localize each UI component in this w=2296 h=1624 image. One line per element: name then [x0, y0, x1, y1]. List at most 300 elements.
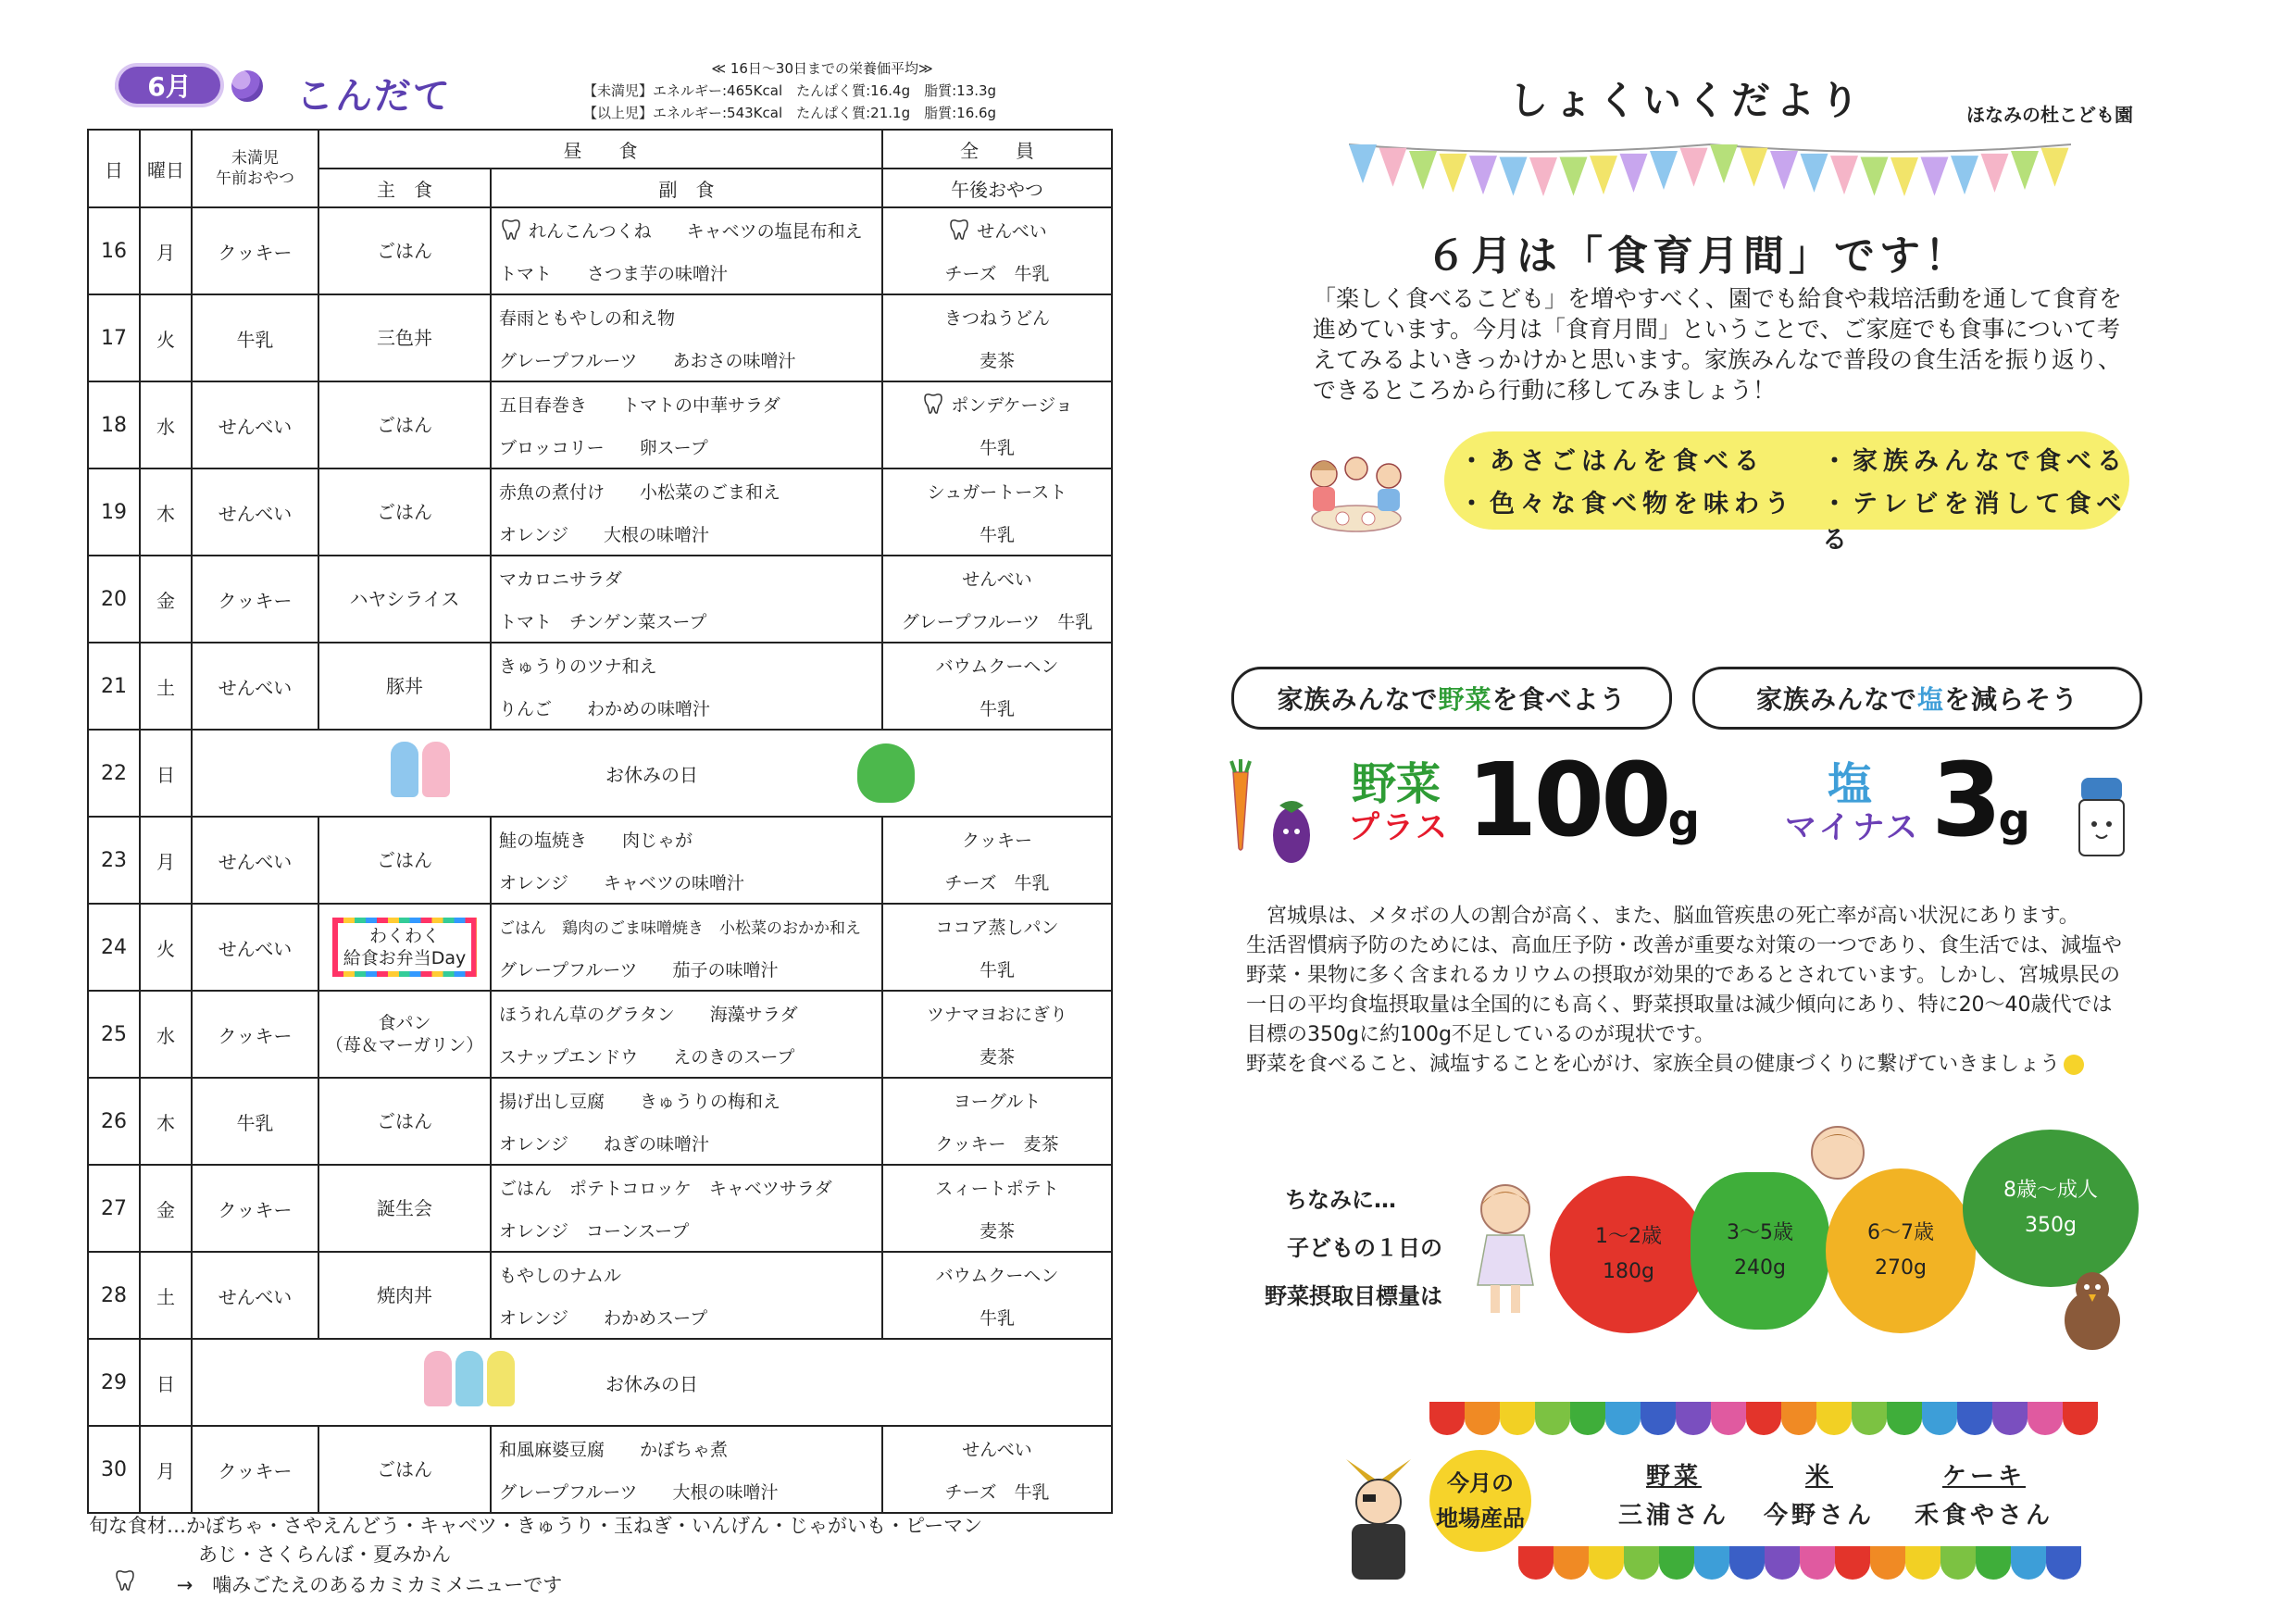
weekday-cell: 水	[140, 381, 192, 468]
header-afternoon-snack: 午後おやつ	[882, 169, 1112, 207]
header-all: 全 員	[882, 130, 1112, 169]
menu-row	[88, 294, 1112, 381]
afternoon-snack-line: シュガートースト	[927, 481, 1067, 503]
staple-text: ごはん	[377, 1110, 432, 1132]
morning-snack-cell: せんべい	[192, 381, 318, 468]
bunting-flag	[2011, 151, 2039, 190]
bunting-flag	[1890, 157, 1918, 196]
carrot-icon	[1222, 759, 1259, 852]
weekday-cell: 火	[140, 904, 192, 991]
afternoon-snack-line: 麦茶	[979, 350, 1015, 371]
local-item-rice	[1759, 1457, 1879, 1535]
weekday-cell: 土	[140, 643, 192, 730]
bunting-flag	[1830, 156, 1858, 194]
weekday-cell: 金	[140, 556, 192, 643]
morning-snack-cell: 牛乳	[192, 1078, 318, 1165]
side-dish-cell	[491, 207, 882, 294]
menu-row	[88, 1078, 1112, 1165]
day-cell: 28	[88, 1252, 140, 1339]
target-3-5	[1691, 1172, 1829, 1330]
afternoon-snack-line: 麦茶	[979, 1220, 1015, 1242]
menu-title: こんだて	[296, 75, 452, 118]
menu-row	[88, 904, 1112, 991]
nutrition-under: 【未満児】エネルギー:465Kcal たんぱく質:16.4g 脂質:13.3g	[583, 82, 997, 99]
veg-amount-number: 100	[1466, 741, 1668, 859]
menu-row	[88, 1339, 1112, 1426]
bunting-flag	[1379, 148, 1407, 187]
tooth-icon	[921, 393, 945, 415]
staple-text: 焼肉丼	[377, 1284, 432, 1306]
weekday-cell: 土	[140, 1252, 192, 1339]
morning-snack-cell: 牛乳	[192, 294, 318, 381]
day-cell: 30	[88, 1426, 140, 1513]
afternoon-snack-cell	[882, 904, 1112, 991]
tips-panel	[1444, 431, 2129, 555]
side-dish-line: グレープフルーツ あおさの味噌汁	[499, 350, 796, 371]
side-dish-line: れんこんつくね キャベツの塩昆布和え	[492, 208, 881, 251]
staple-cell	[318, 817, 491, 904]
staple-cell	[318, 1252, 491, 1339]
local-item-name: 禾食やさん	[1914, 1502, 2053, 1530]
side-dish-line: オレンジ わかめスープ	[499, 1307, 708, 1329]
staple-cell	[318, 991, 491, 1078]
scallop-segment	[1676, 1402, 1711, 1435]
bunting-flags-decoration	[1349, 141, 2071, 206]
side-dish-line: もやしのナムル	[499, 1265, 622, 1286]
day-cell: 16	[88, 207, 140, 294]
staple-text: 食パン （苺＆マーガリン）	[325, 1013, 484, 1056]
scallop-segment	[1940, 1546, 1976, 1580]
local-band-top	[1429, 1402, 2105, 1435]
afternoon-snack-line: チーズ 牛乳	[944, 872, 1050, 893]
target-1-2	[1550, 1176, 1707, 1333]
side-dish-cell	[491, 1426, 882, 1513]
body-paragraph	[1246, 902, 2135, 1080]
menu-row	[88, 991, 1112, 1078]
local-item-head: 米	[1804, 1463, 1833, 1491]
staple-text: ごはん	[377, 414, 432, 436]
side-dish-cell	[491, 904, 882, 991]
side-dish-line: ごはん 鶏肉のごま味噌焼き 小松菜のおかか和え	[499, 918, 861, 938]
scallop-segment	[1570, 1402, 1605, 1435]
side-dish-cell	[491, 991, 882, 1078]
side-dish-cell	[491, 294, 882, 381]
target-amount: 270g	[1875, 1256, 1927, 1280]
afternoon-snack-cell	[882, 556, 1112, 643]
bunting-flag	[1951, 156, 1978, 194]
scallop-segment	[2028, 1402, 2063, 1435]
salt-label: 塩	[1828, 758, 1873, 810]
salt-shaker-icon	[2074, 776, 2129, 859]
scallop-segment	[1765, 1546, 1800, 1580]
bunting-flag	[1861, 157, 1889, 196]
staple-cell	[318, 1165, 491, 1252]
afternoon-snack-line: 麦茶	[979, 1046, 1015, 1068]
veg-amount	[1466, 741, 1700, 859]
morning-snack-cell: せんべい	[192, 468, 318, 556]
weekday-cell: 木	[140, 1078, 192, 1165]
afternoon-snack-line: きつねうどん	[943, 307, 1050, 329]
local-item-name: 三浦さん	[1618, 1502, 1730, 1530]
day-cell: 29	[88, 1339, 140, 1426]
menu-row	[88, 381, 1112, 468]
weekday-cell: 日	[140, 1339, 192, 1426]
staple-cell	[318, 1078, 491, 1165]
veg-bubble: 家族みんなで野菜を食べよう	[1231, 667, 1672, 730]
side-dish-line: りんご わかめの味噌汁	[499, 698, 711, 719]
scallop-segment	[1429, 1402, 1465, 1435]
minus-label: マイナス	[1785, 809, 1920, 846]
tooth-icon	[113, 1569, 137, 1592]
target-adult	[1963, 1130, 2139, 1287]
bunting-flag	[1440, 154, 1467, 193]
holiday-label: お休みの日	[605, 763, 698, 786]
side-dish-line: ブロッコリー 卵スープ	[499, 437, 708, 458]
side-dish-line: グレープフルーツ 茄子の味噌汁	[499, 959, 779, 981]
staple-text: 誕生会	[377, 1197, 432, 1219]
frog-icon	[857, 743, 915, 803]
morning-snack-cell: クッキー	[192, 1426, 318, 1513]
target-6-7	[1826, 1168, 1976, 1333]
staple-text: ごはん	[377, 849, 432, 871]
bunting-flag	[2041, 148, 2069, 187]
staple-text: ごはん	[377, 240, 432, 262]
side-dish-line: 和風麻婆豆腐 かぼちゃ煮	[499, 1439, 729, 1460]
month-badge: 6月	[119, 67, 220, 104]
target-amount: 240g	[1734, 1256, 1786, 1280]
afternoon-snack-line: チーズ 牛乳	[944, 1481, 1050, 1503]
bunting-flag	[1469, 156, 1497, 194]
side-dish-cell	[491, 643, 882, 730]
local-band-bottom	[1518, 1546, 2105, 1580]
target-amount: 180g	[1603, 1260, 1654, 1283]
weekday-cell: 火	[140, 294, 192, 381]
morning-snack-cell: せんべい	[192, 904, 318, 991]
afternoon-snack-cell	[882, 1165, 1112, 1252]
day-cell: 25	[88, 991, 140, 1078]
scallop-segment	[1835, 1546, 1870, 1580]
headline: ６月は「食育月間」です！	[1426, 232, 1970, 280]
menu-footer	[89, 1512, 982, 1600]
side-dish-cell	[491, 381, 882, 468]
side-dish-cell	[491, 468, 882, 556]
morning-snack-cell: せんべい	[192, 817, 318, 904]
hint-text	[1231, 1176, 1442, 1320]
holiday-label: お休みの日	[605, 1372, 698, 1395]
hydrangea-icon	[231, 70, 263, 102]
header-weekday: 曜日	[140, 130, 192, 207]
scallop-segment	[1659, 1546, 1694, 1580]
family-meal-illustration	[1305, 446, 1407, 548]
scallop-segment	[1554, 1546, 1589, 1580]
menu-row	[88, 556, 1112, 643]
afternoon-snack-line: せんべい	[962, 568, 1032, 590]
bunting-flag	[1981, 154, 2009, 193]
afternoon-snack-line: バウムクーヘン	[935, 656, 1059, 677]
local-item-cake	[1905, 1457, 2063, 1535]
staple-cell	[318, 468, 491, 556]
holiday-illustration	[391, 742, 450, 797]
afternoon-snack-line: 牛乳	[979, 959, 1015, 981]
staple-cell	[318, 207, 491, 294]
day-cell: 23	[88, 817, 140, 904]
afternoon-snack-line: クッキー	[961, 830, 1032, 851]
hint-line: 子どもの１日の	[1287, 1235, 1442, 1261]
staple-cell	[318, 556, 491, 643]
afternoon-snack-line: グレープフルーツ 牛乳	[901, 611, 1093, 632]
intro-paragraph: 「楽しく食べるこども」を増やすべく、園でも給食や栽培活動を通して食育を進めています。今月は「食育月間」ということで、ご家庭でも食事について考えてみるよいきっかけかと思います。家族みんなで普段の食生活を振り返り、できるところから行動に移してみましょう！	[1313, 285, 2123, 404]
side-dish-line: ごはん ポテトコロッケ キャベツサラダ	[499, 1178, 832, 1199]
afternoon-snack-line: チーズ 牛乳	[944, 263, 1050, 284]
staple-cell	[318, 381, 491, 468]
tooth-note-text: → 噛みごたえのあるカミカミメニューです	[176, 1574, 563, 1596]
scallop-segment	[1711, 1402, 1746, 1435]
afternoon-snack-cell	[882, 1078, 1112, 1165]
bunting-flag	[1741, 148, 1768, 187]
day-cell: 17	[88, 294, 140, 381]
target-age: 6～7歳	[1867, 1221, 1934, 1244]
menu-row	[88, 817, 1112, 904]
target-amount: 350g	[2025, 1214, 2077, 1237]
side-dish-line: 鮭の塩焼き 肉じゃが	[499, 830, 693, 851]
side-dish-line: マカロニサラダ	[499, 568, 622, 590]
scallop-segment	[1781, 1402, 1816, 1435]
afternoon-snack-cell	[882, 294, 1112, 381]
bunting-flag	[1620, 154, 1648, 193]
veg-label: 野菜	[1352, 758, 1441, 810]
bunting-flag	[1710, 144, 1738, 183]
morning-snack-cell: クッキー	[192, 1165, 318, 1252]
afternoon-snack-cell	[882, 991, 1112, 1078]
tooth-icon	[947, 219, 971, 241]
header-staple: 主 食	[318, 169, 491, 207]
bunting-flag	[1590, 156, 1617, 194]
side-dish-cell	[491, 1078, 882, 1165]
scallop-segment	[1518, 1546, 1554, 1580]
day-cell: 20	[88, 556, 140, 643]
school-name: ほなみの杜こども園	[1966, 104, 2133, 126]
header-day: 日	[88, 130, 140, 207]
side-dish-line: トマト チンゲン菜スープ	[499, 611, 707, 632]
afternoon-snack-line: 牛乳	[979, 524, 1015, 545]
newsletter-title: しょくいくだより	[1509, 78, 1866, 123]
afternoon-snack-line: せんべい	[883, 208, 1111, 251]
afternoon-snack-line: ツナマヨおにぎり	[926, 1004, 1067, 1025]
staple-cell	[318, 643, 491, 730]
tooth-note	[89, 1569, 982, 1600]
bento-day-label: わくわく 給食お弁当Day	[332, 918, 478, 977]
side-dish-line: オレンジ ねぎの味噌汁	[499, 1133, 710, 1155]
scallop-segment	[1992, 1402, 2028, 1435]
menu-row	[88, 730, 1112, 817]
body-line: 生活習慣病予防のためには、高血圧予防・改善が重要な対策の一つであり、食生活では、減塩や	[1246, 934, 2123, 957]
scallop-segment	[1624, 1546, 1659, 1580]
scallop-segment	[1465, 1402, 1500, 1435]
staple-cell	[318, 904, 491, 991]
afternoon-snack-cell	[882, 1252, 1112, 1339]
morning-snack-cell: せんべい	[192, 1252, 318, 1339]
weekday-cell: 木	[140, 468, 192, 556]
side-dish-line: グレープフルーツ 大根の味噌汁	[499, 1481, 779, 1503]
smile-icon	[2064, 1055, 2084, 1075]
scallop-segment	[1729, 1546, 1765, 1580]
weekday-cell: 金	[140, 1165, 192, 1252]
local-item-head: 野菜	[1645, 1463, 1702, 1491]
afternoon-snack-line: バウムクーヘン	[935, 1265, 1059, 1286]
side-dish-line: 春雨ともやしの和え物	[499, 307, 676, 329]
morning-snack-cell: クッキー	[192, 207, 318, 294]
scallop-segment	[1870, 1546, 1905, 1580]
side-dish-line: 赤魚の煮付け 小松菜のごま和え	[499, 481, 781, 503]
weekday-cell: 月	[140, 207, 192, 294]
nutrition-over: 【以上児】エネルギー:543Kcal たんぱく質:21.1g 脂質:16.6g	[583, 105, 997, 121]
side-dish-line: オレンジ キャベツの味噌汁	[499, 872, 745, 893]
side-dish-line: スナップエンドウ えのきのスープ	[499, 1046, 795, 1068]
scallop-segment	[1800, 1546, 1835, 1580]
staple-cell	[318, 294, 491, 381]
bunting-flag	[1409, 151, 1437, 190]
side-dish-cell	[491, 1165, 882, 1252]
bunting-flag	[1921, 157, 1949, 196]
hint-line: 野菜摂取目標量は	[1265, 1283, 1442, 1309]
body-line: 宮城県は、メタボの人の割合が高く、また、脳血管疾患の死亡率が高い状況にあります。	[1246, 905, 2079, 928]
staple-cell	[318, 1426, 491, 1513]
afternoon-snack-line: 牛乳	[979, 1307, 1015, 1329]
local-item-head: ケーキ	[1941, 1463, 2026, 1491]
bunting-flag	[1529, 157, 1557, 196]
side-dish-line: 揚げ出し豆腐 きゅうりの梅和え	[499, 1091, 781, 1112]
afternoon-snack-line: 牛乳	[979, 437, 1015, 458]
afternoon-snack-cell	[882, 468, 1112, 556]
tip-item: ・あさごはんを食べる	[1459, 447, 1765, 476]
menu-row	[88, 1426, 1112, 1513]
afternoon-snack-cell	[882, 817, 1112, 904]
scallop-segment	[1887, 1402, 1922, 1435]
target-age: 1～2歳	[1595, 1225, 1662, 1248]
afternoon-snack-line: ヨーグルト	[953, 1091, 1042, 1112]
side-dish-cell	[491, 817, 882, 904]
afternoon-snack-line: ポンデケージョ	[883, 382, 1111, 425]
weekday-cell: 水	[140, 991, 192, 1078]
scallop-segment	[2063, 1402, 2098, 1435]
afternoon-snack-line: せんべい	[962, 1439, 1032, 1460]
holiday-illustration	[424, 1351, 515, 1406]
bunting-flag	[1770, 151, 1798, 190]
weekday-cell: 月	[140, 1426, 192, 1513]
afternoon-snack-cell	[882, 381, 1112, 468]
day-cell: 27	[88, 1165, 140, 1252]
salt-bubble: 家族みんなで塩を減らそう	[1692, 667, 2142, 730]
scallop-segment	[1641, 1402, 1676, 1435]
holiday-cell	[192, 730, 1112, 817]
bunting-flag	[1650, 151, 1678, 190]
menu-row	[88, 468, 1112, 556]
scallop-segment	[1957, 1402, 1992, 1435]
afternoon-snack-cell	[882, 1426, 1112, 1513]
girl-illustration	[1468, 1178, 1542, 1317]
morning-snack-cell: クッキー	[192, 556, 318, 643]
nutrition-title: ≪ 16日～30日までの栄養価平均≫	[711, 60, 933, 77]
menu-row	[88, 207, 1112, 294]
afternoon-snack-line: スィートポテト	[935, 1178, 1059, 1199]
tip-item: ・テレビを消して食べる	[1822, 490, 2128, 555]
salt-amount-unit: g	[1998, 794, 2030, 846]
afternoon-snack-line: ココア蒸しパン	[935, 917, 1059, 938]
side-dish-line: きゅうりのツナ和え	[499, 656, 657, 677]
bunting-flag	[1349, 144, 1377, 183]
menu-row	[88, 643, 1112, 730]
tooth-icon	[499, 219, 523, 241]
scallop-segment	[1589, 1546, 1624, 1580]
eggplant-icon	[1268, 791, 1315, 865]
day-cell: 18	[88, 381, 140, 468]
bunting-flag	[1680, 148, 1708, 187]
local-item-vegetable	[1618, 1457, 1729, 1535]
local-products-title: 今月の 地場産品	[1429, 1450, 1531, 1552]
bird-illustration	[2055, 1265, 2129, 1357]
side-dish-line: オレンジ 大根の味噌汁	[499, 524, 710, 545]
afternoon-snack-cell	[882, 643, 1112, 730]
seasonal-ingredients-2: あじ・さくらんぼ・夏みかん	[198, 1543, 451, 1566]
day-cell: 21	[88, 643, 140, 730]
side-dish-line: 五目春巻き トマトの中華サラダ	[499, 394, 780, 416]
menu-table	[87, 129, 1113, 1514]
boy-illustration	[1805, 1120, 1870, 1185]
side-dish-line: トマト さつま芋の味噌汁	[499, 263, 729, 284]
bunting-flag	[1801, 154, 1828, 193]
staple-text: ごはん	[377, 1458, 432, 1480]
staple-text: 豚丼	[386, 675, 423, 697]
seasonal-ingredients: 旬な食材…かぼちゃ・さやえんどう・キャベツ・きゅうり・玉ねぎ・いんげん・じゃがいも・ピーマン	[89, 1515, 983, 1537]
local-item-name: 今野さん	[1763, 1502, 1875, 1530]
body-line: 一日の平均食塩摂取量は全国的にも高く、野菜摂取量は減少傾向にあり、特に20～40歳代では	[1246, 993, 2113, 1017]
afternoon-snack-line: クッキー 麦茶	[935, 1133, 1059, 1155]
scallop-segment	[1535, 1402, 1570, 1435]
scallop-segment	[1605, 1402, 1641, 1435]
body-line: 目標の350gに約100g不足しているのが現状です。	[1246, 1023, 1716, 1046]
body-line: 野菜・果物に多く含まれるカリウムの摂取が効果的であるとされています。しかし、宮城県民の	[1246, 964, 2121, 987]
body-line: 野菜を食べること、減塩することを心がけ、家族全員の健康づくりに繋げていきましょう	[1246, 1050, 2135, 1080]
scallop-segment	[1852, 1402, 1887, 1435]
tip-item: ・色々な食べ物を味わう	[1459, 490, 1795, 518]
morning-snack-cell: クッキー	[192, 991, 318, 1078]
staple-text: ハヤシライス	[349, 588, 460, 610]
scallop-segment	[1976, 1546, 2011, 1580]
header-lunch: 昼 食	[318, 130, 882, 169]
date-masamune-mascot	[1337, 1450, 1420, 1589]
bunting-flag	[1500, 157, 1528, 196]
salt-amount	[1931, 741, 2030, 859]
day-cell: 22	[88, 730, 140, 817]
holiday-cell	[192, 1339, 1112, 1426]
weekday-cell: 日	[140, 730, 192, 817]
weekday-cell: 月	[140, 817, 192, 904]
target-age: 8歳～成人	[2003, 1179, 2098, 1202]
veg-amount-unit: g	[1667, 794, 1700, 846]
staple-text: 三色丼	[377, 327, 432, 349]
menu-row	[88, 1165, 1112, 1252]
bunting-flag	[1560, 157, 1588, 196]
scallop-segment	[1500, 1402, 1535, 1435]
hint-line: ちなみに…	[1285, 1187, 1396, 1213]
scallop-segment	[1905, 1546, 1940, 1580]
day-cell: 19	[88, 468, 140, 556]
nutrition-summary	[583, 57, 996, 124]
scallop-segment	[1694, 1546, 1729, 1580]
morning-snack-cell: せんべい	[192, 643, 318, 730]
scallop-segment	[1922, 1402, 1957, 1435]
afternoon-snack-cell	[882, 207, 1112, 294]
